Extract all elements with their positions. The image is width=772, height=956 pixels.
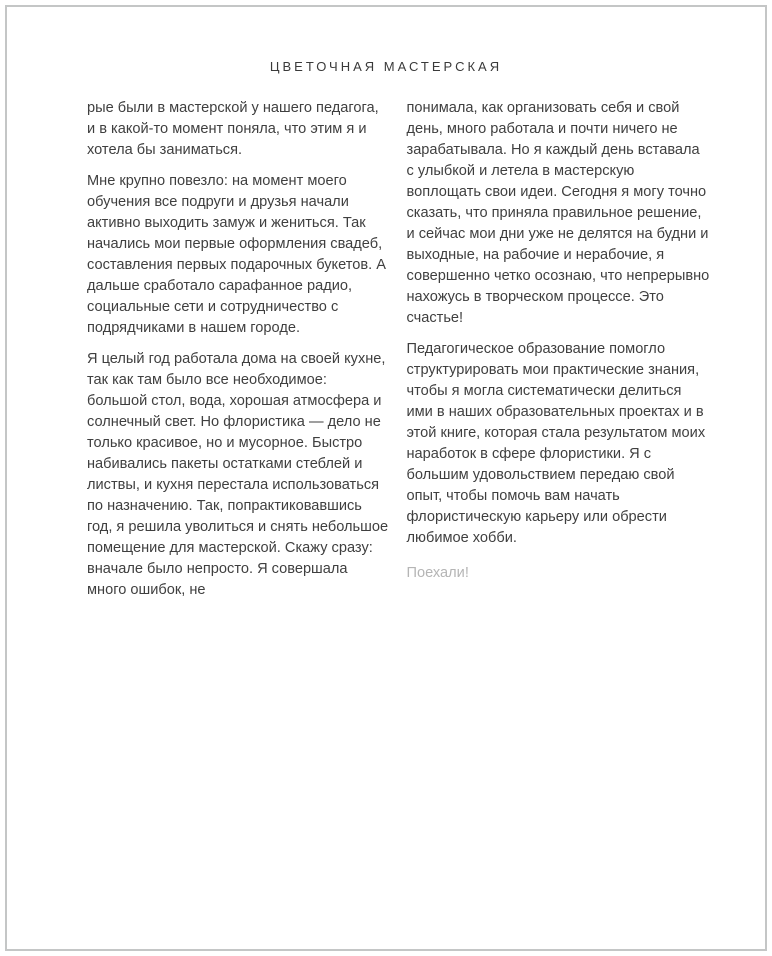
page-frame (5, 5, 767, 951)
paragraph: Педагогическое образование помогло структурировать мои практические знания, чтобы я могла систематически делиться ими в наших образовательных проектах и в этой книге, которая стала результатом моих наработок в сфере флористики. Я с большим удовольствием передаю свой опыт, чтобы помочь вам начать флористическую карьеру или обрести любимое хобби. (406, 341, 706, 546)
paragraph: Мне крупно повезло: на момент моего обучения все подруги и друзья начали активно выходить замуж и жениться. Так начались мои первые оформления свадеб, составления первых подарочных букетов. А дальше сработало сарафанное радио, социальные сети и сотрудничество с подрядчиками в нашем городе. (87, 173, 386, 336)
page-title: ЦВЕТОЧНАЯ МАСТЕРСКАЯ (269, 59, 503, 74)
paragraph-continuation: рые были в мастерской у нашего педагога, и в какой-то момент поняла, что этим я и хотела бы заниматься. (87, 100, 379, 158)
closing-line: Поехали! (406, 565, 469, 581)
text-columns (87, 98, 710, 611)
right-column (407, 98, 711, 611)
paragraph: понимала, как организовать себя и свой день, много работала и почти ничего не зарабатывала. Но я каждый день вставала с улыбкой и летела в мастерскую воплощать свои идеи. Сегодня я могу точно сказать, что приняла правильное решение, и сейчас мои дни уже не делятся на будни и выходные, на рабочие и нерабочие, я совершенно четко осознаю, что непрерывно нахожусь в творческом процессе. Это счастье! (406, 100, 710, 326)
page-header (7, 59, 765, 74)
paragraph: Я целый год работала дома на своей кухне, так как там было все необходимое: большой стол, вода, хорошая атмосфера и солнечный свет. Но флористика — дело не только красивое, но и мусорное. Быстро набивались пакеты остатками стеблей и листвы, и кухня перестала использоваться по назначению. Так, попрактиковавшись год, я решила уволиться и снять небольшое помещение для мастерской. Скажу сразу: вначале было непросто. Я совершала много ошибок, не (87, 351, 389, 598)
left-column (87, 98, 391, 611)
